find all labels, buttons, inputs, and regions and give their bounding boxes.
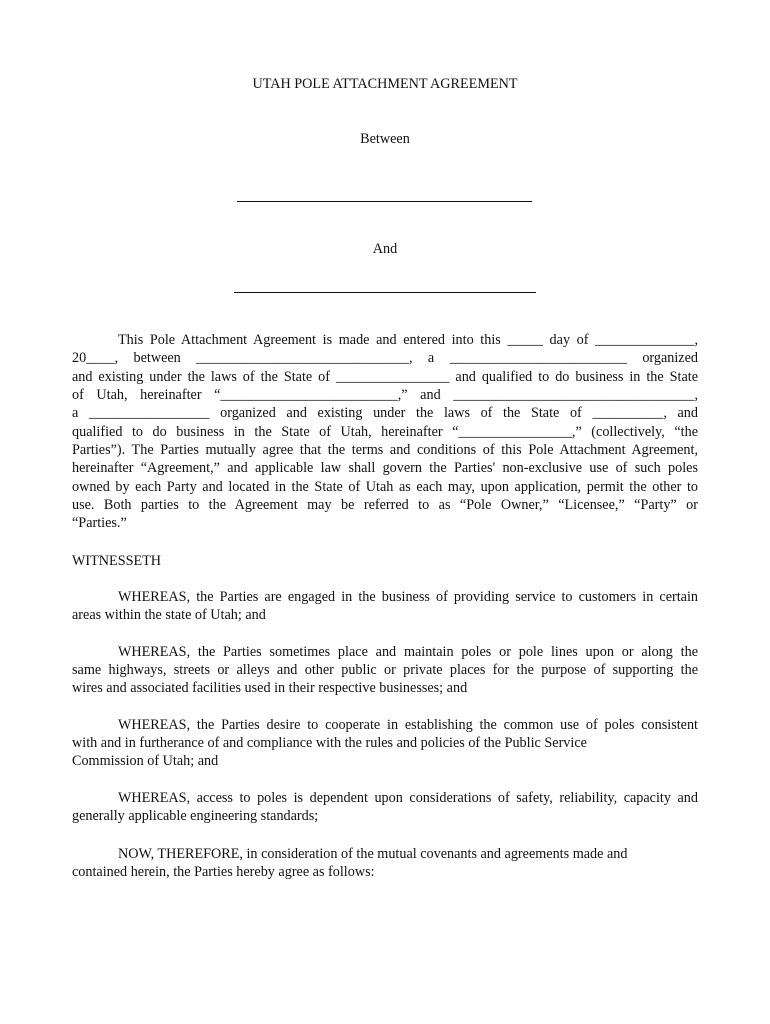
paragraph-line: with and in furtherance of and compliance with the rules and policies of the Public Service [72, 735, 587, 751]
paragraph-line: same highways, streets or alleys and other public or private places for the purpose of supporting the [72, 662, 698, 678]
paragraph-line: contained herein, the Parties hereby agree as follows: [72, 864, 375, 880]
paragraph-line: and existing under the laws of the State of ________________ and qualified to do business in the State [72, 369, 698, 385]
paragraph-line: hereinafter “Agreement,” and applicable law shall govern the Parties' non-exclusive use of such poles [72, 460, 698, 476]
party-one-signature-line [237, 201, 532, 202]
paragraph-line: WHEREAS, the Parties are engaged in the business of providing service to customers in certain [118, 589, 698, 605]
and-label: And [372, 241, 398, 257]
paragraph-line: “Parties.” [72, 515, 127, 531]
paragraph-line: 20____, between ______________________________, a _________________________ organized [72, 350, 698, 366]
paragraph-line: generally applicable engineering standards; [72, 808, 319, 824]
paragraph-line: areas within the state of Utah; and [72, 607, 266, 623]
document-title: UTAH POLE ATTACHMENT AGREEMENT [252, 76, 518, 92]
paragraph-line: qualified to do business in the State of Utah, hereinafter “________________,” (collectively, “the [72, 424, 698, 440]
paragraph-line: a _________________ organized and existing under the laws of the State of __________, and [72, 405, 698, 421]
paragraph-line: Commission of Utah; and [72, 753, 219, 769]
paragraph-line: WHEREAS, the Parties sometimes place and maintain poles or pole lines upon or along the [118, 644, 698, 660]
paragraph-line: Parties”). The Parties mutually agree that the terms and conditions of this Pole Attachment Agreement, [72, 442, 698, 458]
paragraph-line: owned by each Party and located in the State of Utah as each may, upon application, permit the other to [72, 479, 698, 495]
party-two-signature-line [234, 292, 536, 293]
paragraph-line: WHEREAS, the Parties desire to cooperate in establishing the common use of poles consistent [118, 717, 698, 733]
paragraph-line: WHEREAS, access to poles is dependent upon considerations of safety, reliability, capacity and [118, 790, 698, 806]
paragraph-line: wires and associated facilities used in their respective businesses; and [72, 680, 468, 696]
witnesseth-heading: WITNESSETH [72, 553, 162, 569]
between-label: Between [360, 131, 410, 147]
paragraph-line: of Utah, hereinafter “_________________________,” and __________________________________, [72, 387, 698, 403]
paragraph-line: This Pole Attachment Agreement is made and entered into this _____ day of ______________, [118, 332, 698, 348]
paragraph-line: NOW, THEREFORE, in consideration of the mutual covenants and agreements made and [118, 846, 628, 862]
paragraph-line: use. Both parties to the Agreement may be referred to as “Pole Owner,” “Licensee,” “Party” or [72, 497, 698, 513]
